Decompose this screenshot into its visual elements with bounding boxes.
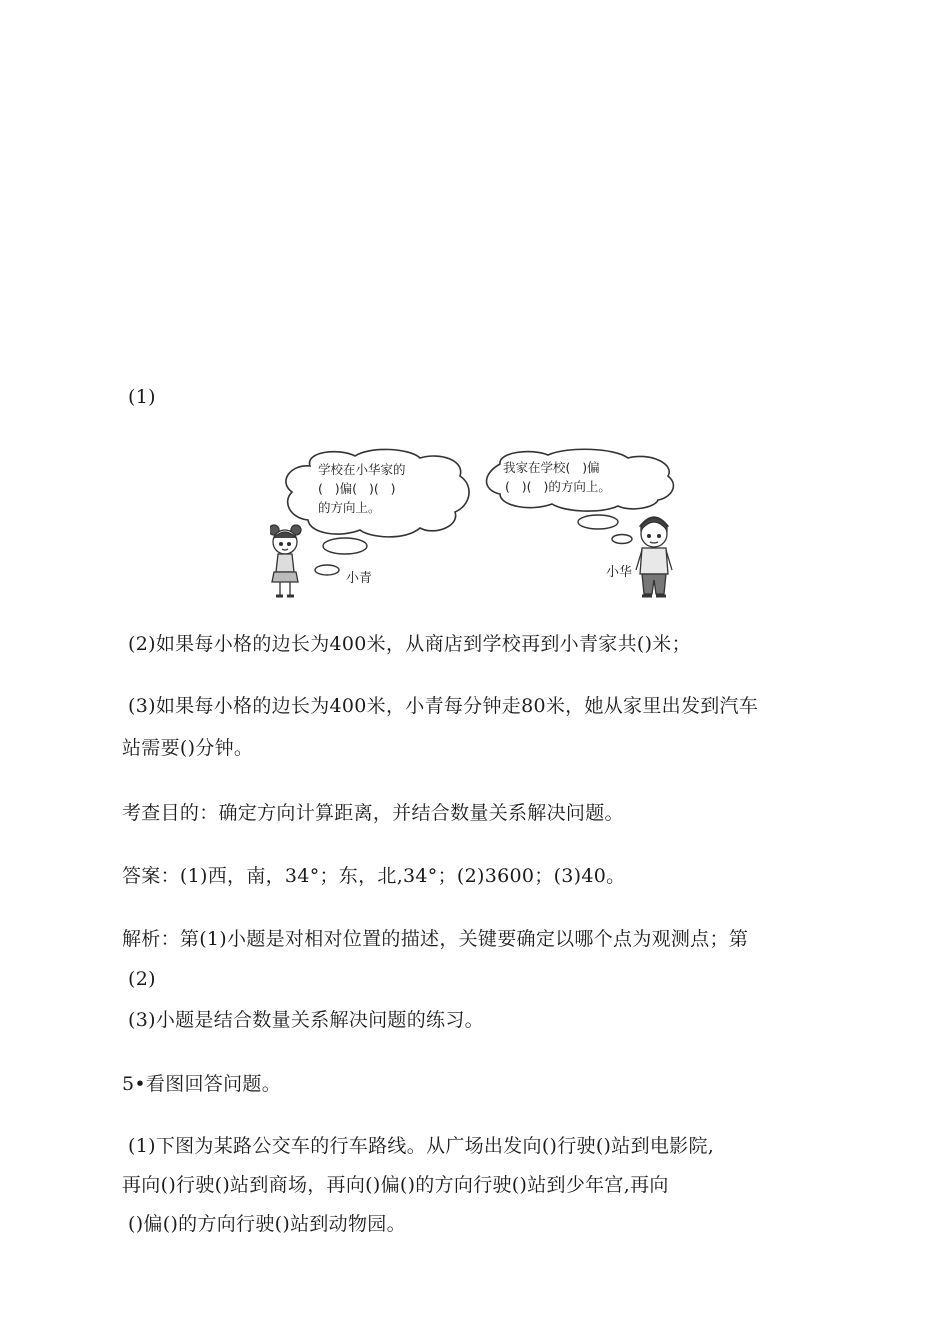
answer-text: 答案：(1)西，南，34°；东，北,34°；(2)3600；(3)40。: [122, 865, 626, 887]
boy-xiaohua-illustration: [636, 517, 672, 596]
left-thought-puff-2: [315, 565, 339, 575]
question-1-label: (1): [128, 386, 156, 408]
question-2: (2)如果每小格的边长为400米，从商店到学校再到小青家共()米；: [128, 633, 691, 655]
right-thought-puff-1: [578, 515, 618, 529]
question-5-title: 5•看图回答问题。: [122, 1073, 281, 1095]
question-3-line-2: 站需要()分钟。: [122, 737, 254, 759]
question-5-1-line-1: (1)下图为某路公交车的行车路线。从广场出发向()行驶()站到电影院,: [128, 1135, 715, 1157]
right-bubble-line-1: 我家在学校( )偏: [503, 460, 600, 475]
right-bubble-line-2: ( )( )的方向上。: [505, 479, 611, 494]
right-thought-puff-2: [612, 535, 632, 544]
purpose-text: 考查目的：确定方向计算距离，并结合数量关系解决问题。: [122, 802, 624, 824]
analysis-line-2: (2): [128, 968, 156, 990]
figure-dialogue-illustration: [270, 446, 680, 606]
question-5-1-line-3: ()偏()的方向行驶()站到动物园。: [128, 1213, 406, 1235]
girl-xiaoqing-illustration: [270, 525, 301, 596]
boy-name-label: 小华: [606, 565, 633, 580]
question-5-1-line-2: 再向()行驶()站到商场，再向()偏()的方向行驶()站到少年宫,再向: [122, 1174, 669, 1196]
left-bubble-line-1: 学校在小华家的: [318, 462, 406, 477]
left-thought-puff-1: [323, 538, 367, 554]
left-bubble-line-2: ( )偏( )( ): [318, 481, 396, 496]
left-bubble-line-3: 的方向上。: [318, 500, 381, 515]
analysis-line-1: 解析：第(1)小题是对相对位置的描述，关键要确定以哪个点为观测点；第: [122, 928, 749, 950]
girl-name-label: 小青: [346, 571, 373, 586]
question-3-line-1: (3)如果每小格的边长为400米，小青每分钟走80米，她从家里出发到汽车: [128, 695, 759, 717]
analysis-line-3: (3)小题是结合数量关系解决问题的练习。: [128, 1009, 484, 1031]
